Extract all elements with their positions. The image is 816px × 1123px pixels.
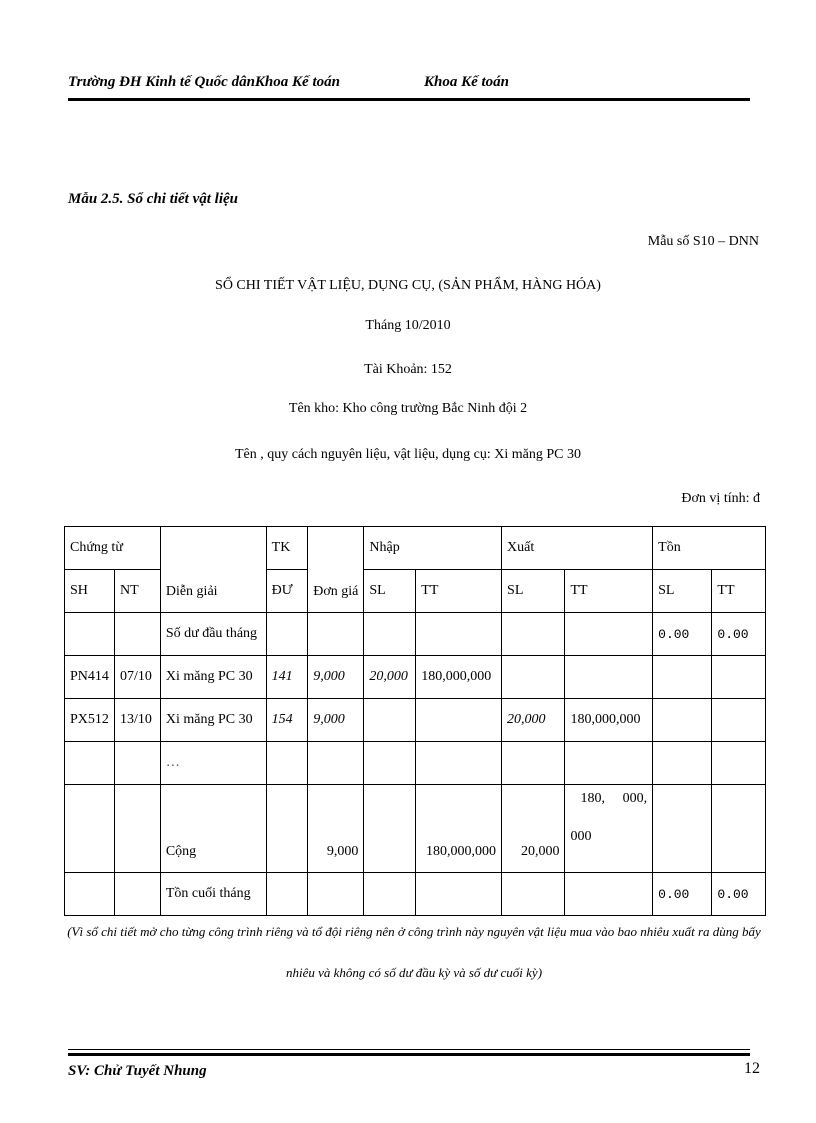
document-account: Tài Khoản: 152	[364, 362, 452, 377]
closing-ton-sl: 0.00	[653, 873, 712, 916]
row2-tk: 154	[266, 699, 308, 742]
header-xuat: Xuất	[502, 527, 653, 570]
header-sh: SH	[65, 570, 115, 613]
total-xuat-tt	[565, 785, 653, 873]
table-row	[65, 699, 766, 742]
header-ton-tt: TT	[712, 570, 766, 613]
document-title: SỔ CHI TIẾT VẬT LIỆU, DỤNG CỤ, (SẢN PHẨM, HÀNG HÓA)	[215, 278, 601, 293]
row1-sh: PN414	[65, 656, 115, 699]
row1-don-gia: 9,000	[308, 656, 364, 699]
page-header	[68, 70, 748, 98]
table-row-closing	[65, 873, 766, 916]
row2-desc: Xi măng PC 30	[160, 699, 266, 742]
form-label: Mẫu 2.5. Sổ chi tiết vật liệu	[68, 191, 239, 207]
header-divider	[68, 98, 750, 101]
row1-nt: 07/10	[114, 656, 160, 699]
total-desc: Cộng	[160, 785, 266, 873]
table-row-opening	[65, 613, 766, 656]
total-xuat-tt-part-3: 000	[570, 829, 592, 844]
footer-divider-thick	[68, 1053, 750, 1056]
row1-tk: 141	[266, 656, 308, 699]
document-material: Tên , quy cách nguyên liệu, vật liệu, dụng cụ: Xi măng PC 30	[234, 447, 582, 462]
header-xuat-sl: SL	[502, 570, 565, 613]
document-warehouse: Tên kho: Kho công trường Bắc Ninh đội 2	[288, 401, 528, 416]
opening-ton-tt: 0.00	[712, 613, 766, 656]
header-du: ĐƯ	[266, 570, 308, 613]
ellipsis-cell: …	[160, 742, 266, 785]
row1-nhap-sl: 20,000	[364, 656, 416, 699]
row1-desc: Xi măng PC 30	[160, 656, 266, 699]
total-xuat-tt-part-1: 180,	[580, 791, 605, 806]
header-tk: TK	[266, 527, 308, 570]
closing-ton-tt: 0.00	[712, 873, 766, 916]
total-xuat-tt-part-2: 000,	[622, 791, 648, 806]
footer-divider-thin	[68, 1049, 750, 1050]
total-nhap-tt: 180,000,000	[416, 785, 502, 873]
form-code: Mẫu số S10 – DNN	[647, 234, 759, 249]
page-number: 12	[744, 1060, 760, 1077]
header-dien-giai: Diễn giải	[160, 527, 266, 613]
header-ton-sl: SL	[653, 570, 712, 613]
header-nhap: Nhập	[364, 527, 502, 570]
note-line-1: (Vì sổ chi tiết mở cho từng công trình riêng và tổ đội riêng nên ở công trình này nguyên vật liệu mua vào bao nhiêu xuất ra dùng bấy	[67, 924, 761, 939]
total-don-gia: 9,000	[308, 785, 364, 873]
row2-xuat-sl: 20,000	[502, 699, 565, 742]
header-ton: Tồn	[653, 527, 766, 570]
header-nhap-tt: TT	[416, 570, 502, 613]
header-nt: NT	[114, 570, 160, 613]
table-row-ellipsis	[65, 742, 766, 785]
table-row	[65, 656, 766, 699]
document-month: Tháng 10/2010	[365, 318, 451, 333]
opening-desc: Số dư đầu tháng	[160, 613, 266, 656]
header-xuat-tt: TT	[565, 570, 653, 613]
header-faculty: Khoa Kế toán	[424, 74, 510, 90]
total-xuat-sl: 20,000	[502, 785, 565, 873]
unit-of-measure: Đơn vị tính: đ	[681, 491, 760, 506]
ledger-table	[64, 526, 766, 916]
header-nhap-sl: SL	[364, 570, 416, 613]
closing-desc: Tồn cuối tháng	[160, 873, 266, 916]
row2-nt: 13/10	[114, 699, 160, 742]
header-don-gia: Đơn giá	[308, 527, 364, 613]
row2-don-gia: 9,000	[308, 699, 364, 742]
header-chung-tu: Chứng từ	[65, 527, 161, 570]
table-row-total	[65, 785, 766, 873]
row1-nhap-tt: 180,000,000	[416, 656, 502, 699]
note-line-2: nhiêu và không có số dư đầu kỳ và số dư cuối kỳ)	[285, 965, 543, 980]
header-school: Trường ĐH Kinh tế Quốc dânKhoa Kế toán	[68, 74, 340, 90]
opening-ton-sl: 0.00	[653, 613, 712, 656]
table-header-row-1	[65, 527, 766, 570]
row2-sh: PX512	[65, 699, 115, 742]
footer-student: SV: Chử Tuyết Nhung	[68, 1063, 207, 1079]
row2-xuat-tt: 180,000,000	[565, 699, 653, 742]
